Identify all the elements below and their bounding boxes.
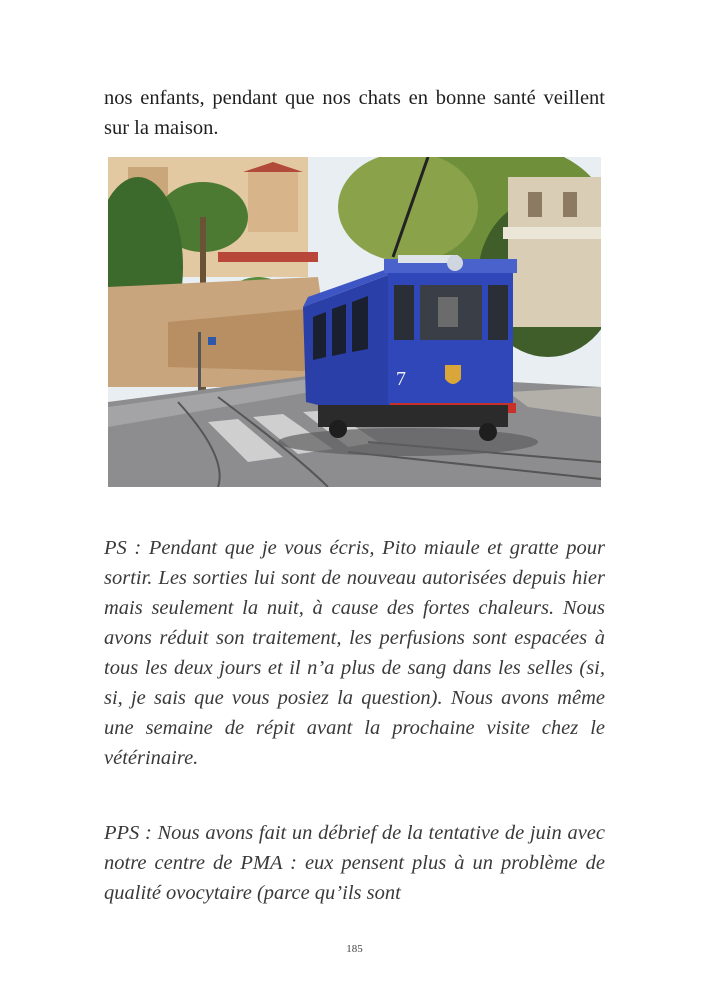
crest-icon [445, 365, 461, 384]
intro-paragraph: nos enfants, pendant que nos chats en bonne santé veillent sur la maison. [104, 87, 605, 139]
tram-number: 7 [396, 368, 406, 390]
ps-paragraph: PS : Pendant que je vous écris, Pito miaule et gratte pour sortir. Les sorties lui sont de nouveau autorisées depuis hier mais seulement la nuit, à cause des fortes chaleurs. Nous avons réduit son traitement, les perfusions sont espacées à tous les deux jours et il n’a plus de sang dans les selles (si, si, je sais que vous posiez la question). Nous avons même une semaine de répit avant la prochaine visite chez le vétérinaire. [104, 537, 605, 769]
page-number: 185 [346, 943, 363, 955]
tram-photo [108, 157, 601, 487]
tram-illustration [108, 157, 601, 487]
pps-paragraph: PPS : Nous avons fait un débrief de la tentative de juin avec notre centre de PMA : eux pensent plus à un problème de qualité ovocytaire (parce qu’ils sont [104, 822, 605, 904]
